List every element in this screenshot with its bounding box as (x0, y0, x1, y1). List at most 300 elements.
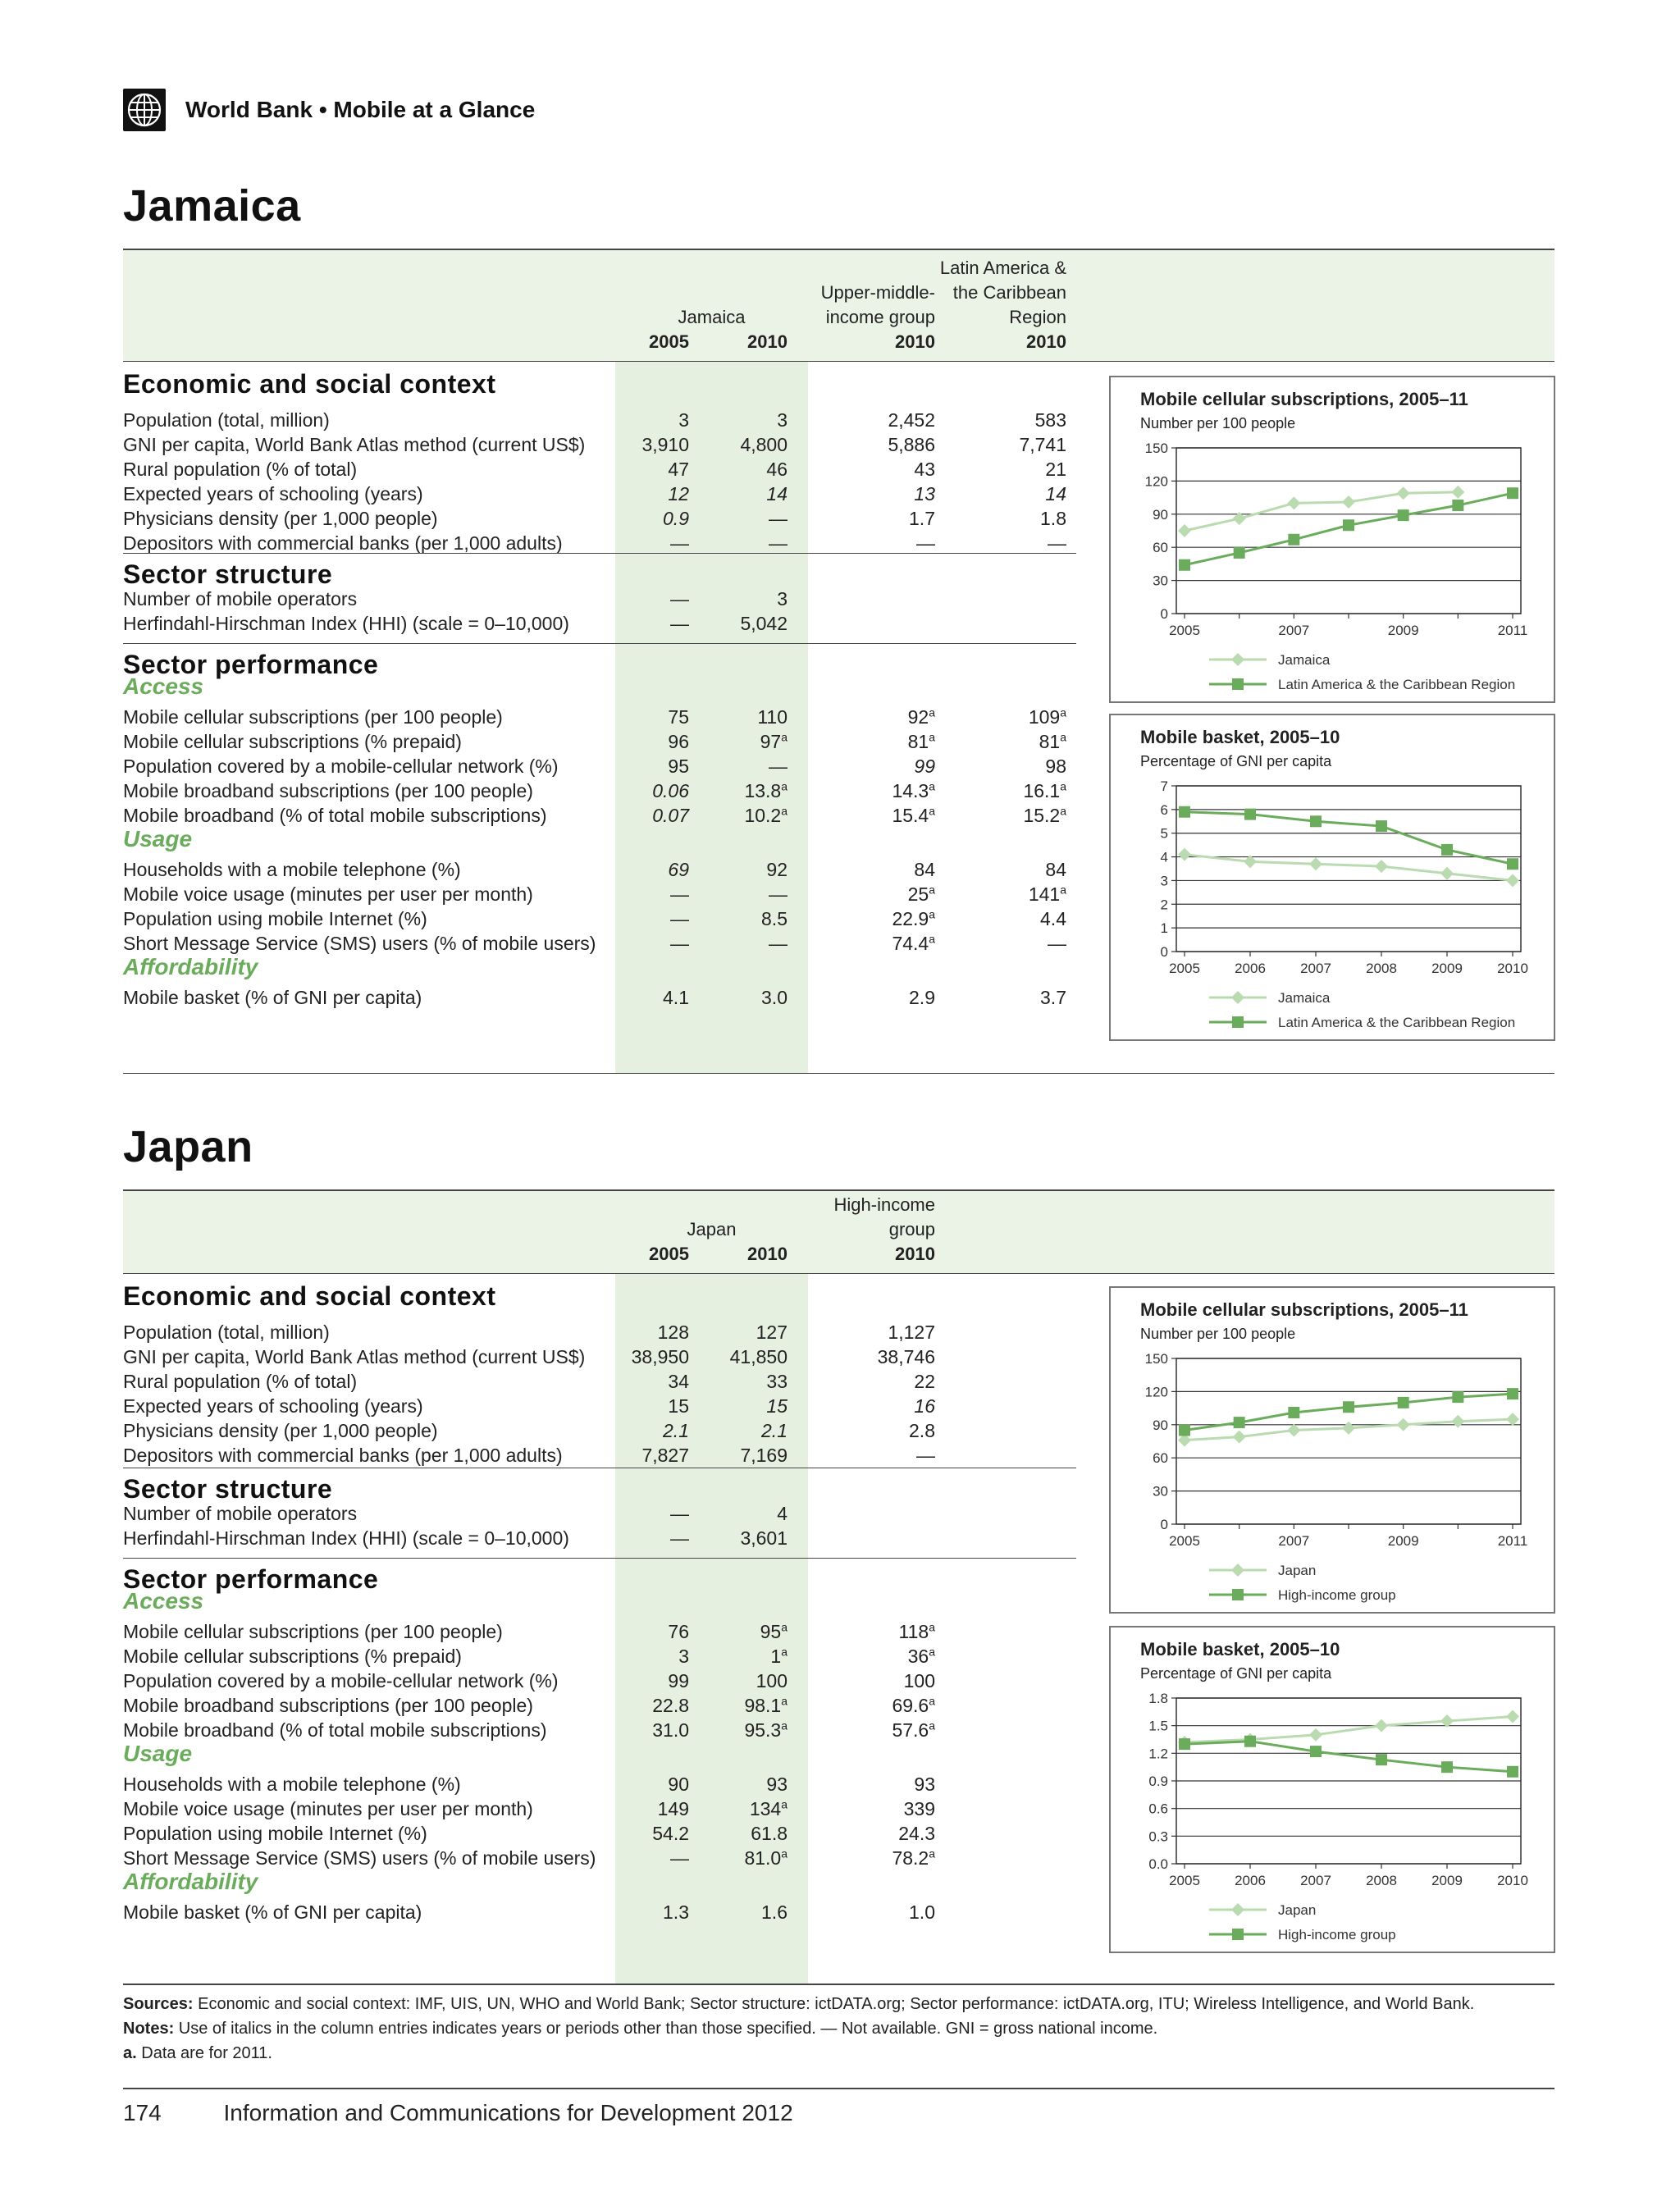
data-point-square (1234, 547, 1245, 559)
x-tick-label: 2010 (1497, 961, 1528, 976)
row-value: 3 (777, 409, 788, 431)
data-point-square (1452, 1391, 1463, 1403)
table-row (123, 1320, 1075, 1344)
table-row (123, 1772, 1075, 1796)
row-value: 95$^a$ (760, 1620, 788, 1642)
data-point-diamond (1506, 874, 1519, 887)
x-tick-label: 2009 (1431, 961, 1463, 976)
subsection-title: Access (123, 1588, 204, 1614)
series-line (1185, 855, 1513, 881)
data-point-square (1376, 1754, 1387, 1765)
row-value: 7,169 (740, 1445, 788, 1466)
row-label: Physicians density (per 1,000 people) (123, 1420, 438, 1441)
row-value: — (670, 883, 689, 905)
subsection-title: Affordability (123, 954, 258, 979)
row-value: — (769, 532, 788, 554)
row-label: Population (total, million) (123, 409, 330, 431)
block-title: Economic and social context (123, 369, 496, 399)
data-point-square (1179, 1425, 1190, 1436)
group-column-year: 2010 (895, 331, 935, 352)
footnote-marker: a (929, 932, 935, 946)
table-row (123, 1394, 1075, 1418)
chart-subtitle: Percentage of GNI per capita (1140, 753, 1332, 769)
data-point-square (1244, 1736, 1256, 1747)
y-tick-label: 120 (1144, 473, 1168, 490)
block-rule (123, 643, 1076, 644)
row-label: Short Message Service (SMS) users (% of mobile users) (123, 933, 596, 954)
country-title: Jamaica (123, 181, 301, 231)
row-value: 0.07 (652, 805, 689, 826)
y-tick-label: 0.3 (1148, 1828, 1168, 1845)
data-point-diamond (1342, 1422, 1355, 1435)
row-label: Short Message Service (SMS) users (% of mobile users) (123, 1847, 596, 1869)
row-value: 84 (914, 859, 935, 880)
legend-label: Latin America & the Caribbean Region (1278, 677, 1516, 692)
line-chart (1111, 715, 1554, 1039)
row-value: 0.9 (663, 508, 689, 529)
row-value: 69 (668, 859, 689, 880)
table-row (123, 482, 1075, 506)
row-value: 14 (1045, 483, 1066, 504)
x-tick-label: 2009 (1387, 1533, 1419, 1549)
row-value: 583 (1034, 409, 1066, 431)
row-value: 95 (668, 756, 689, 777)
y-tick-label: 90 (1153, 1417, 1168, 1433)
footnote-marker: a (781, 1847, 788, 1860)
row-value: 81$^a$ (907, 730, 935, 752)
row-value: 1.8 (1040, 508, 1066, 529)
region-column-label: Region (1009, 307, 1066, 327)
row-value: 15 (668, 1395, 689, 1417)
row-label: GNI per capita, World Bank Atlas method (current US$) (123, 434, 586, 455)
y-tick-label: 90 (1153, 506, 1168, 523)
data-point-diamond (1309, 1728, 1322, 1742)
row-value: 78.2$^a$ (892, 1847, 935, 1869)
x-tick-label: 2009 (1387, 623, 1419, 638)
row-value: 1,127 (888, 1322, 935, 1343)
table-row (123, 1669, 1075, 1693)
row-value: 22.8 (652, 1695, 689, 1716)
plot-area (1176, 1358, 1521, 1524)
page-number: 174 (123, 2100, 162, 2125)
data-point-diamond (1440, 867, 1454, 880)
x-tick-label: 2005 (1169, 1533, 1200, 1549)
page-footer-rule (123, 2088, 1554, 2089)
legend-marker-diamond (1231, 991, 1244, 1004)
country-column-label: Japan (687, 1219, 737, 1239)
row-value: 76 (668, 1621, 689, 1642)
row-value: 5,886 (888, 434, 935, 455)
data-point-diamond (1287, 496, 1300, 509)
block-title: Sector performance (123, 1564, 379, 1594)
row-label: Herfindahl-Hirschman Index (HHI) (scale = 0–10,000) (123, 613, 569, 634)
row-value: 33 (766, 1371, 788, 1392)
legend-label: Japan (1278, 1563, 1317, 1578)
row-value: 92$^a$ (907, 705, 935, 728)
row-value: 1.6 (761, 1901, 788, 1923)
row-value: 15.4$^a$ (892, 804, 935, 826)
data-point-square (1179, 559, 1190, 571)
x-tick-label: 2009 (1431, 1873, 1463, 1888)
y-tick-label: 6 (1160, 801, 1168, 818)
row-value: 16 (914, 1395, 935, 1417)
row-value: 12 (668, 483, 689, 504)
chart-subtitle: Number per 100 people (1140, 415, 1296, 431)
table-row (123, 1693, 1075, 1718)
data-point-diamond (1375, 1719, 1388, 1732)
y-tick-label: 0 (1160, 1517, 1168, 1532)
row-value: 7,741 (1019, 434, 1066, 455)
x-tick-label: 2005 (1169, 1873, 1200, 1888)
y-tick-label: 7 (1160, 778, 1168, 794)
row-value: — (1048, 532, 1066, 554)
group-column-label: High-income (833, 1194, 935, 1215)
data-point-square (1507, 1766, 1518, 1778)
row-value: 109$^a$ (1028, 705, 1066, 728)
y-tick-label: 1.8 (1148, 1691, 1168, 1706)
footnote-marker: a (781, 1620, 788, 1634)
row-value: 14.3$^a$ (892, 779, 935, 801)
footnote-marker: a (781, 1645, 788, 1659)
row-value: 0.06 (652, 780, 689, 801)
y-tick-label: 0.0 (1148, 1856, 1168, 1872)
row-value: 118$^a$ (898, 1620, 935, 1642)
chart-title: Mobile cellular subscriptions, 2005–11 (1140, 389, 1468, 409)
row-value: 3,910 (641, 434, 689, 455)
table-row (123, 432, 1075, 457)
table-row (123, 1619, 1075, 1644)
row-value: 4.1 (663, 987, 689, 1008)
footnote-marker: a (1060, 705, 1066, 719)
row-label: Physicians density (per 1,000 people) (123, 508, 438, 529)
table-row (123, 457, 1075, 482)
block-title: Sector performance (123, 650, 379, 679)
row-value: 98.1$^a$ (744, 1694, 788, 1716)
row-value: 93 (766, 1774, 788, 1795)
page-footer (123, 2100, 793, 2126)
group-column-label: income group (825, 307, 935, 327)
legend-label: High-income group (1278, 1587, 1396, 1603)
world-bank-globe-icon (123, 89, 166, 131)
row-value: 1.3 (663, 1901, 689, 1923)
group-column-year: 2010 (895, 1244, 935, 1264)
group-column-label: group (888, 1219, 935, 1239)
row-value: 21 (1045, 459, 1066, 480)
table-row (123, 985, 1075, 1010)
y-tick-label: 4 (1160, 849, 1168, 865)
region-column-label: the Caribbean (952, 282, 1066, 303)
row-value: 93 (914, 1774, 935, 1795)
row-value: 4,800 (740, 434, 788, 455)
row-value: 3.0 (761, 987, 788, 1008)
x-tick-label: 2011 (1497, 623, 1528, 638)
row-label: Number of mobile operators (123, 588, 358, 609)
row-label: Mobile cellular subscriptions (% prepaid) (123, 1646, 462, 1667)
row-value: 3.7 (1040, 987, 1066, 1008)
table-row (123, 882, 1075, 906)
data-point-diamond (1233, 1431, 1246, 1444)
country-title: Japan (123, 1122, 253, 1171)
row-value: 14 (766, 483, 788, 504)
footnote-marker: a (929, 1719, 935, 1732)
y-tick-label: 60 (1153, 1450, 1168, 1467)
row-value: 75 (668, 706, 689, 728)
row-value: 38,950 (631, 1346, 689, 1367)
row-label: Population using mobile Internet (%) (123, 908, 427, 929)
data-point-square (1179, 1738, 1190, 1750)
row-value: 22 (914, 1371, 935, 1392)
data-point-square (1343, 1401, 1354, 1413)
footnote-marker: a (1060, 883, 1066, 897)
x-tick-label: 2007 (1300, 1873, 1331, 1888)
row-label: Mobile broadband (% of total mobile subscriptions) (123, 1719, 547, 1741)
chart-title: Mobile basket, 2005–10 (1140, 727, 1340, 747)
row-value: 3 (777, 588, 788, 609)
data-point-square (1179, 806, 1190, 818)
x-tick-label: 2008 (1366, 961, 1397, 976)
row-value: 92 (766, 859, 788, 880)
row-value: 2.1 (663, 1420, 689, 1441)
row-value: 3 (678, 409, 689, 431)
x-tick-label: 2005 (1169, 961, 1200, 976)
row-value: — (769, 508, 788, 529)
table-row (123, 1900, 1075, 1924)
table-row (123, 906, 1075, 931)
data-point-diamond (1342, 495, 1355, 509)
header-title: World Bank • Mobile at a Glance (185, 97, 536, 122)
row-label: Mobile voice usage (minutes per user per month) (123, 1798, 533, 1819)
footnote-marker: a (929, 907, 935, 921)
data-point-square (1507, 858, 1518, 870)
row-value: 3,601 (740, 1527, 788, 1549)
row-label: Mobile cellular subscriptions (per 100 people) (123, 1621, 503, 1642)
legend-marker-square (1232, 1589, 1244, 1600)
data-point-square (1398, 509, 1409, 521)
row-value: 339 (903, 1798, 935, 1819)
row-value: 97$^a$ (760, 730, 788, 752)
legend-marker-square (1232, 1929, 1244, 1940)
y-tick-label: 1 (1160, 920, 1168, 937)
line-chart (1111, 377, 1554, 701)
y-tick-label: 30 (1153, 573, 1168, 589)
table-row (123, 931, 1075, 956)
row-value: 10.2$^a$ (744, 804, 788, 826)
row-label: Mobile broadband subscriptions (per 100 people) (123, 1695, 533, 1716)
table-row (123, 857, 1075, 882)
footnote-marker: a (929, 1620, 935, 1634)
row-value: — (1048, 933, 1066, 954)
data-point-diamond (1397, 1418, 1410, 1431)
table-row (123, 506, 1075, 531)
row-label: Mobile cellular subscriptions (per 100 people) (123, 706, 503, 728)
row-value: 127 (756, 1322, 788, 1343)
table-row (123, 408, 1075, 432)
row-value: 16.1$^a$ (1023, 779, 1066, 801)
y-tick-label: 0.6 (1148, 1801, 1168, 1817)
legend-label: Japan (1278, 1902, 1317, 1918)
table-row (123, 531, 1075, 555)
row-value: — (670, 908, 689, 929)
y-tick-label: 0 (1160, 944, 1168, 960)
y-tick-label: 3 (1160, 873, 1168, 889)
footnote-marker: a (929, 1847, 935, 1860)
row-value: 99 (668, 1670, 689, 1691)
row-label: Population covered by a mobile-cellular network (%) (123, 1670, 559, 1691)
data-point-square (1288, 534, 1299, 546)
data-point-diamond (1451, 1415, 1464, 1428)
table-row (123, 1369, 1075, 1394)
subsection-title: Affordability (123, 1869, 258, 1894)
table-row (123, 587, 1075, 611)
row-value: 81$^a$ (1039, 730, 1066, 752)
row-value: — (670, 588, 689, 609)
row-label: Households with a mobile telephone (%) (123, 859, 461, 880)
row-value: 7,827 (641, 1445, 689, 1466)
line-chart (1111, 1628, 1554, 1952)
sources-note: Sources: Economic and social context: IMF, UIS, UN, WHO and World Bank; Sector structure: ictDATA.org; Sector performance: ictDATA.org, ITU; Wireless Intelligence, and World Bank. (123, 1995, 1475, 2013)
row-value: 4.4 (1040, 908, 1066, 929)
row-label: Population (total, million) (123, 1322, 330, 1343)
chart-panel (1109, 376, 1555, 703)
row-value: 149 (657, 1798, 689, 1819)
row-value: — (670, 1503, 689, 1524)
row-label: Mobile cellular subscriptions (% prepaid) (123, 731, 462, 752)
row-value: 13.8$^a$ (744, 779, 788, 801)
data-point-diamond (1309, 857, 1322, 870)
row-label: Depositors with commercial banks (per 1,000 adults) (123, 532, 563, 554)
row-value: 46 (766, 459, 788, 480)
chart-subtitle: Number per 100 people (1140, 1326, 1296, 1342)
legend-marker-diamond (1231, 1903, 1244, 1916)
series-line (1185, 1742, 1513, 1772)
data-point-square (1244, 809, 1256, 820)
x-tick-label: 2007 (1278, 623, 1310, 638)
x-tick-label: 2005 (1169, 623, 1200, 638)
table-row (123, 1526, 1075, 1550)
block-rule (123, 1558, 1076, 1559)
row-value: 110 (757, 706, 788, 728)
row-label: Mobile basket (% of GNI per capita) (123, 987, 422, 1008)
table-row (123, 1846, 1075, 1870)
row-value: — (916, 1445, 935, 1466)
row-value: 1.7 (909, 508, 935, 529)
row-value: 2.9 (909, 987, 935, 1008)
x-tick-label: 2006 (1235, 961, 1266, 976)
data-point-square (1441, 1761, 1453, 1773)
table-row (123, 1418, 1075, 1443)
table-row (123, 1718, 1075, 1742)
x-tick-label: 2006 (1235, 1873, 1266, 1888)
footnote-marker: a (929, 804, 935, 818)
data-point-diamond (1397, 486, 1410, 500)
data-point-square (1310, 1746, 1322, 1757)
row-label: Population using mobile Internet (%) (123, 1823, 427, 1844)
y-tick-label: 60 (1153, 540, 1168, 556)
region-column-year: 2010 (1026, 331, 1066, 352)
country-column-label: Jamaica (678, 307, 746, 327)
table-bottom-rule (123, 1073, 1554, 1074)
row-value: — (670, 1527, 689, 1549)
legend-marker-square (1232, 678, 1244, 690)
row-value: 2.1 (761, 1420, 788, 1441)
row-value: 3 (678, 1646, 689, 1667)
row-value: 25$^a$ (907, 883, 935, 905)
row-value: 69.6$^a$ (892, 1694, 935, 1716)
x-tick-label: 2011 (1497, 1533, 1528, 1549)
data-point-square (1343, 519, 1354, 531)
table-row (123, 803, 1075, 828)
legend-marker-diamond (1231, 1564, 1244, 1577)
data-point-square (1398, 1397, 1409, 1408)
x-tick-label: 2010 (1497, 1873, 1528, 1888)
table-row (123, 1501, 1075, 1526)
row-label: Mobile broadband subscriptions (per 100 people) (123, 780, 533, 801)
row-label: Mobile basket (% of GNI per capita) (123, 1901, 422, 1923)
y-tick-label: 0 (1160, 606, 1168, 622)
row-value: 36$^a$ (907, 1645, 935, 1667)
chart-panel (1109, 714, 1555, 1041)
row-value: 128 (657, 1322, 689, 1343)
page-header (123, 90, 535, 130)
row-label: Expected years of schooling (years) (123, 1395, 423, 1417)
table-row (123, 1644, 1075, 1669)
subsection-title: Usage (123, 1741, 193, 1766)
legend-label: High-income group (1278, 1927, 1396, 1942)
data-point-diamond (1506, 1413, 1519, 1426)
row-value: 13 (914, 483, 935, 504)
legend-label: Jamaica (1278, 652, 1331, 668)
legend-label: Latin America & the Caribbean Region (1278, 1015, 1516, 1030)
subsection-title: Usage (123, 826, 193, 851)
legend-label: Jamaica (1278, 990, 1331, 1006)
chart-title: Mobile basket, 2005–10 (1140, 1639, 1340, 1659)
row-value: 15.2$^a$ (1023, 804, 1066, 826)
row-value: 99 (914, 756, 935, 777)
y-tick-label: 150 (1144, 1351, 1168, 1367)
header-bottom-rule (123, 361, 1554, 362)
x-tick-label: 2008 (1366, 1873, 1397, 1888)
footnote-marker: a (781, 779, 788, 793)
x-tick-label: 2007 (1278, 1533, 1310, 1549)
table-row (123, 705, 1075, 729)
table-row (123, 729, 1075, 754)
block-rule (123, 553, 1076, 554)
y-tick-label: 30 (1153, 1483, 1168, 1500)
y-tick-label: 120 (1144, 1384, 1168, 1400)
row-value: 90 (668, 1774, 689, 1795)
footnote-marker: a (781, 730, 788, 744)
row-value: — (670, 933, 689, 954)
row-label: Number of mobile operators (123, 1503, 358, 1524)
row-label: Depositors with commercial banks (per 1,000 adults) (123, 1445, 563, 1466)
y-tick-label: 150 (1144, 441, 1168, 456)
row-value: — (670, 613, 689, 634)
block-title: Economic and social context (123, 1281, 496, 1311)
row-value: — (670, 532, 689, 554)
footnote-rule (123, 1984, 1554, 1985)
row-value: — (769, 883, 788, 905)
footnote-marker: a (929, 1645, 935, 1659)
row-value: 134$^a$ (749, 1797, 788, 1819)
row-label: Rural population (% of total) (123, 459, 358, 480)
row-value: 96 (668, 731, 689, 752)
data-point-square (1288, 1407, 1299, 1418)
data-point-square (1507, 487, 1518, 499)
y-tick-label: 1.5 (1148, 1718, 1168, 1734)
row-value: 61.8 (751, 1823, 788, 1844)
chart-panel (1109, 1626, 1555, 1953)
table-row (123, 1443, 1075, 1468)
